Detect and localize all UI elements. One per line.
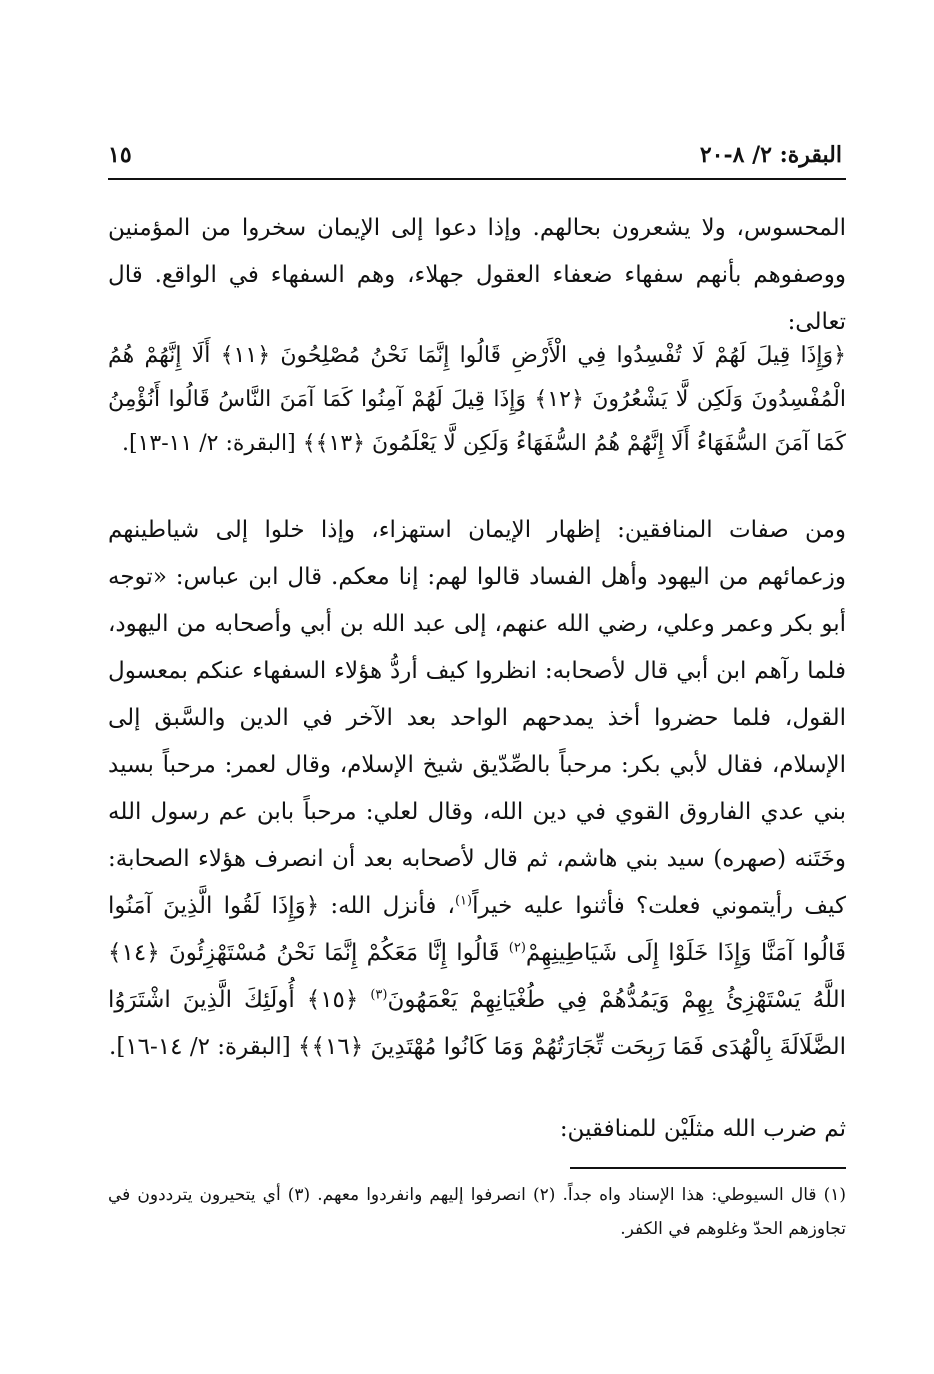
footnote-marker[interactable]: (٣) xyxy=(370,987,388,1003)
verse-text: ﴿وَإِذَا قِيلَ لَهُمْ لَا تُفْسِدُوا فِي الْأَرْضِ قَالُوا إِنَّمَا نَحْنُ مُصْلِحُونَ ﴿١١﴾ أَلَا إِنَّهُمْ هُمُ الْمُفْسِدُونَ وَلَكِن لَّا يَشْعُرُونَ ﴿١٢﴾ وَإِذَا قِيلَ لَهُمْ آمِنُوا كَمَا آمَنَ النَّاسُ قَالُوا أَنُؤْمِنُ كَمَا آمَنَ السُّفَهَاءُ أَلَا إِنَّهُمْ هُمُ السُّفَهَاءُ وَلَكِن لَّا يَعْلَمُونَ ﴿١٣﴾﴾ [البقرة: ٢/ ١١-١٣]. xyxy=(108,343,847,456)
paragraph-intro xyxy=(108,205,846,346)
paragraph-next-intro: ثم ضرب الله مثلَيْن للمنافقين: xyxy=(559,1116,846,1142)
page-number: ١٥ xyxy=(108,142,132,168)
footnote-marker[interactable]: (١) xyxy=(454,893,473,909)
page-header xyxy=(108,138,842,174)
paragraph-text: المحسوس، ولا يشعرون بحالهم. وإذا دعوا إلى الإيمان سخروا من المؤمنين ووصفوهم بأنهم سفهاء ضعفاء العقول جهلاء، وهم السفهاء في الواقع. قال تعالى: xyxy=(108,215,846,335)
footnote-rule xyxy=(570,1167,846,1169)
quran-verse-block xyxy=(108,334,846,466)
paragraph-hypocrites xyxy=(108,507,846,1071)
verse-text-part: قَالُوا إِنَّا مَعَكُمْ إِنَّمَا نَحْنُ مُسْتَهْزِئُونَ ﴿١٤﴾ اللَّهُ يَسْتَهْزِئُ بِهِمْ وَيَمُدُّهُمْ فِي طُغْيَانِهِمْ يَعْمَهُونَ xyxy=(108,940,846,1013)
paragraph-text xyxy=(108,507,846,1071)
paragraph-text-part: ومن صفات المنافقين: إظهار الإيمان استهزاء، وإذا خلوا إلى شياطينهم وزعمائهم من اليهود وأهل الفساد قالوا لهم: إنا معكم. قال ابن عباس: «توجه أبو بكر وعمر وعلي، رضي الله عنهم، إلى عبد الله بن أبي وأصحابه من اليهود، فلما رآهم ابن أبي قال لأصحابه: انظروا كيف أردُّ هؤلاء السفهاء عنكم بمعسول القول، فلما حضروا أخذ يمدحهم الواحد بعد الآخر في الدين والسَّبق إلى الإسلام، فقال لأبي بكر: مرحباً بالصِّدّيق شيخ الإسلام، وقال لعمر: مرحباً بسيد بني عدي الفاروق القوي في دين الله، وقال لعلي: مرحباً بابن عم رسول الله وخَتَنه (صهره) سيد بني هاشم، ثم قال لأصحابه بعد أن انصرف هؤلاء الصحابة: كيف رأيتموني فعلت؟ فأثنوا عليه خيراً xyxy=(108,517,846,919)
header-rule xyxy=(108,178,846,180)
footnotes: (١) قال السيوطي: هذا الإسناد واه جداً. (٢) انصرفوا إليهم وانفردوا معهم. (٣) أي يتحيرون يترددون في تجاوزهم الحدّ وغلوهم في الكفر. xyxy=(108,1185,846,1239)
verse-text-part: ﴿١٥﴾ أُولَئِكَ الَّذِينَ اشْتَرَوُا الضَّلَالَةَ بِالْهُدَى فَمَا رَبِحَت تِّجَارَتُهُمْ وَمَا كَانُوا مُهْتَدِينَ ﴿١٦﴾﴾ [البقرة: ٢/ ١٤-١٦]. xyxy=(108,987,846,1060)
verse-text-part: ، فأنزل الله: ﴿وَإِذَا لَقُوا الَّذِينَ آمَنُوا قَالُوا آمَنَّا وَإِذَا خَلَوْا إِلَى شَيَاطِينِهِمْ xyxy=(108,893,846,966)
running-title: البقرة: ٢/ ٨-٢٠ xyxy=(699,142,842,168)
footnote-marker[interactable]: (٢) xyxy=(508,940,526,956)
